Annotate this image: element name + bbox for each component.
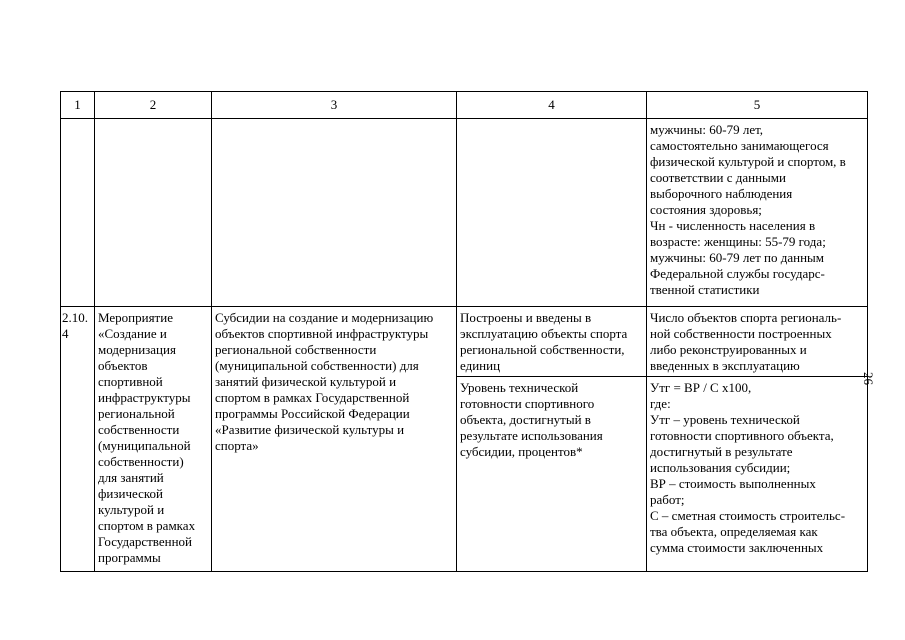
header-cell-2: 2 bbox=[95, 92, 212, 119]
event-name-cell: Мероприятие «Создание и модернизация объектов спортивной инфраструктуры региональной собственности (муниципальной собственности) для занятий физической культурой и спортом в рамках Государственной программы bbox=[95, 307, 212, 572]
empty-cell bbox=[95, 119, 212, 307]
calculation-method-cell: Число объектов спорта региональ- ной собственности построенных либо реконструированных и введенных в эксплуатацию bbox=[647, 307, 868, 377]
table-row-continuation bbox=[61, 119, 868, 307]
program-table bbox=[60, 91, 868, 572]
header-cell-4: 4 bbox=[457, 92, 647, 119]
empty-cell bbox=[61, 119, 95, 307]
page-number: 26 bbox=[861, 372, 876, 385]
table-header-row bbox=[61, 92, 868, 119]
calculation-method-cell: мужчины: 60-79 лет, самостоятельно занимающегося физической культурой и спортом, в соответствии с данными выборочного наблюдения состояния здоровья; Чн - численность населения в возрасте: женщины: 55-79 года; мужчины: 60-79 лет по данным Федеральной службы государс- твенной статистики bbox=[647, 119, 868, 307]
table-row-2-10-4 bbox=[61, 307, 868, 377]
event-description-cell: Субсидии на создание и модернизацию объектов спортивной инфраструктуры региональной собственности (муниципальной собственности) для занятий физической культурой и спортом в рамках Государственной программы Российской Федерации «Развитие физической культуры и спорта» bbox=[212, 307, 457, 572]
row-number-cell: 2.10.4 bbox=[61, 307, 95, 572]
header-cell-1: 1 bbox=[61, 92, 95, 119]
calculation-method-cell: Утг = ВР / С х100, где: Утг – уровень технической готовности спортивного объекта, достигнутый в результате использования субсидии; ВР – стоимость выполненных работ; С – сметная стоимость строительс- тва объекта, определяемая как сумма стоимости заключенных bbox=[647, 377, 868, 572]
header-cell-5: 5 bbox=[647, 92, 868, 119]
header-cell-3: 3 bbox=[212, 92, 457, 119]
empty-cell bbox=[457, 119, 647, 307]
indicator-cell: Уровень технической готовности спортивного объекта, достигнутый в результате использования субсидии, процентов* bbox=[457, 377, 647, 572]
empty-cell bbox=[212, 119, 457, 307]
indicator-cell: Построены и введены в эксплуатацию объекты спорта региональной собственности, единиц bbox=[457, 307, 647, 377]
